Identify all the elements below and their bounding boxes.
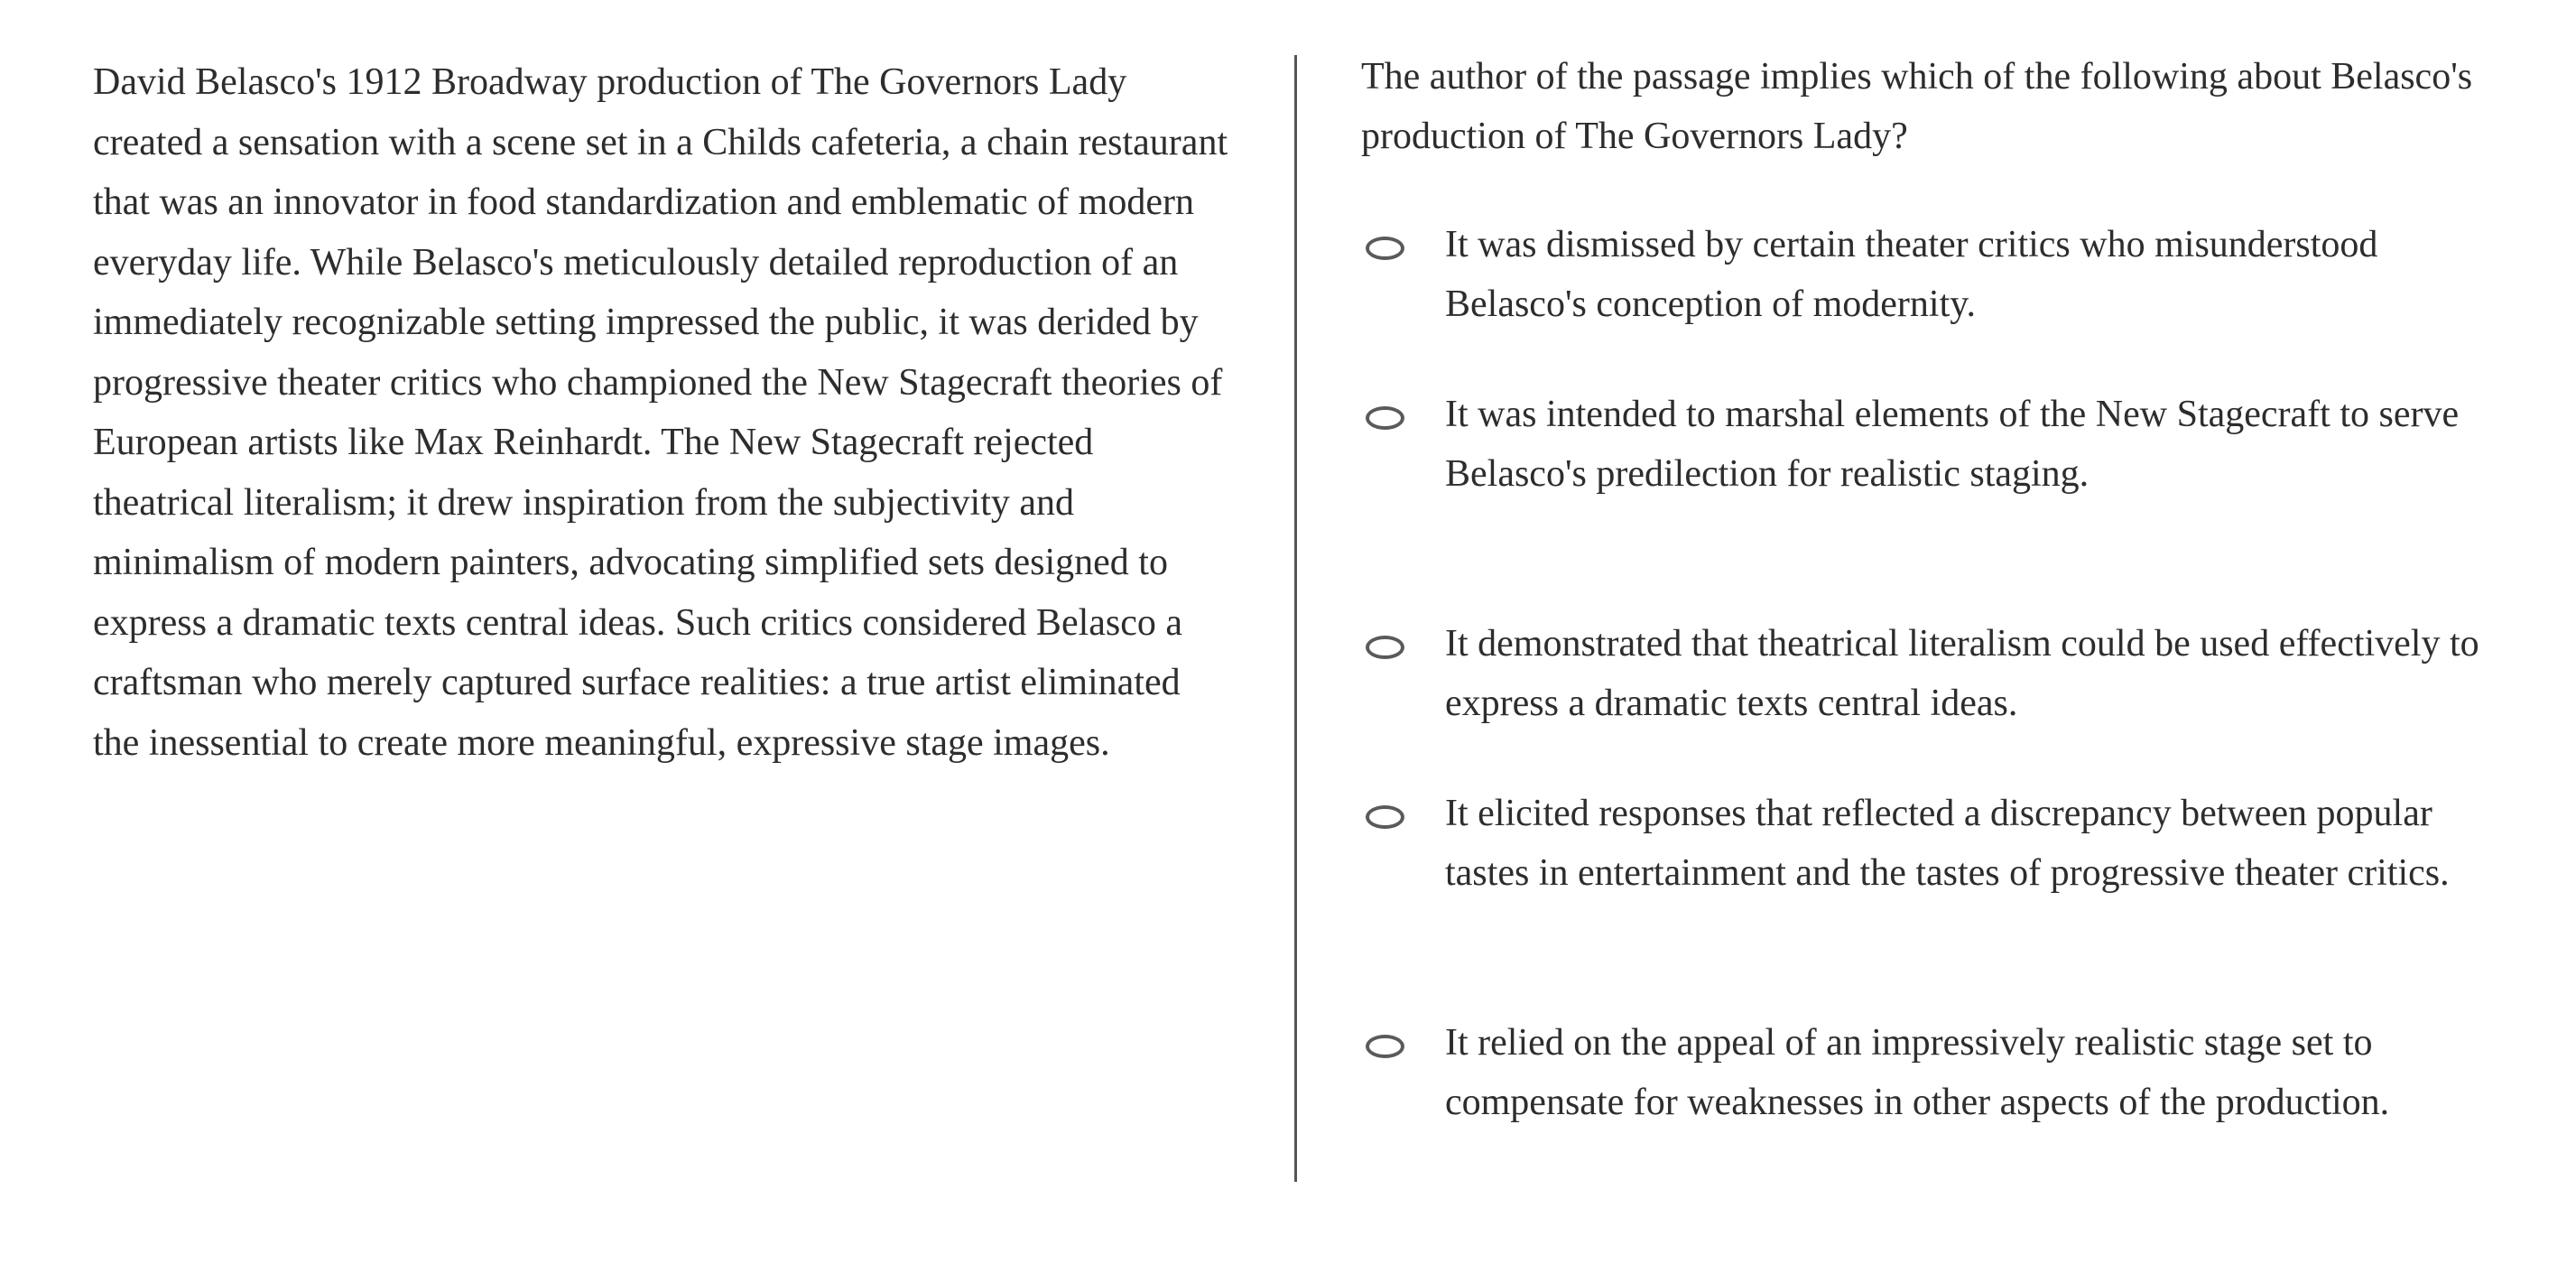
answer-choice-c[interactable] bbox=[1361, 614, 2534, 733]
radio-button-e[interactable] bbox=[1366, 1035, 1404, 1058]
passage-text: David Belasco's 1912 Broadway production of The Governors Lady created a sensation with a scene set in a Childs cafeteria, a chain restaurant that was an innovator in food standardization and emblematic of modern everyday life. While Belasco's meticulously detailed reproduction of an immediately recognizable setting impressed the public, it was derided by progressive theater critics who championed the New Stagecraft theories of European artists like Max Reinhardt. The New Stagecraft rejected theatrical literalism; it drew inspiration from the subjectivity and minimalism of modern painters, advocating simplified sets designed to express a dramatic texts central ideas. Such critics considered Belasco a craftsman who merely captured surface realities: a true artist eliminated the inessential to create more meaningful, expressive stage images. bbox=[93, 61, 1228, 764]
radio-button-c[interactable] bbox=[1366, 636, 1404, 659]
question-stem: The author of the passage implies which of the following about Belasco's production of The Governors Lady? bbox=[1361, 56, 2473, 157]
answer-choice-b[interactable] bbox=[1361, 385, 2534, 504]
answer-choice-e-text[interactable]: It relied on the appeal of an impressively realistic stage set to compensate for weaknesses in other aspects of the production. bbox=[1445, 1022, 2390, 1123]
radio-button-a[interactable] bbox=[1366, 237, 1404, 260]
answer-choice-c-text[interactable]: It demonstrated that theatrical literalism could be used effectively to express a dramatic texts central ideas. bbox=[1445, 623, 2479, 724]
answer-choice-d[interactable] bbox=[1361, 784, 2534, 903]
answer-choice-a-text[interactable]: It was dismissed by certain theater critics who misunderstood Belasco's conception of modernity. bbox=[1445, 224, 2378, 325]
passage-pane bbox=[93, 52, 1230, 773]
pane-divider bbox=[1294, 55, 1297, 1182]
radio-button-b[interactable] bbox=[1366, 406, 1404, 430]
radio-button-d[interactable] bbox=[1366, 805, 1404, 829]
question-pane bbox=[1361, 47, 2534, 1123]
answer-choice-a[interactable] bbox=[1361, 215, 2534, 334]
answer-choice-b-text[interactable]: It was intended to marshal elements of the New Stagecraft to serve Belasco's predilection for realistic staging. bbox=[1445, 394, 2460, 495]
answer-choice-d-text[interactable]: It elicited responses that reflected a discrepancy between popular tastes in entertainment and the tastes of progressive theater critics. bbox=[1445, 793, 2450, 894]
answer-choice-e[interactable] bbox=[1361, 1013, 2534, 1132]
